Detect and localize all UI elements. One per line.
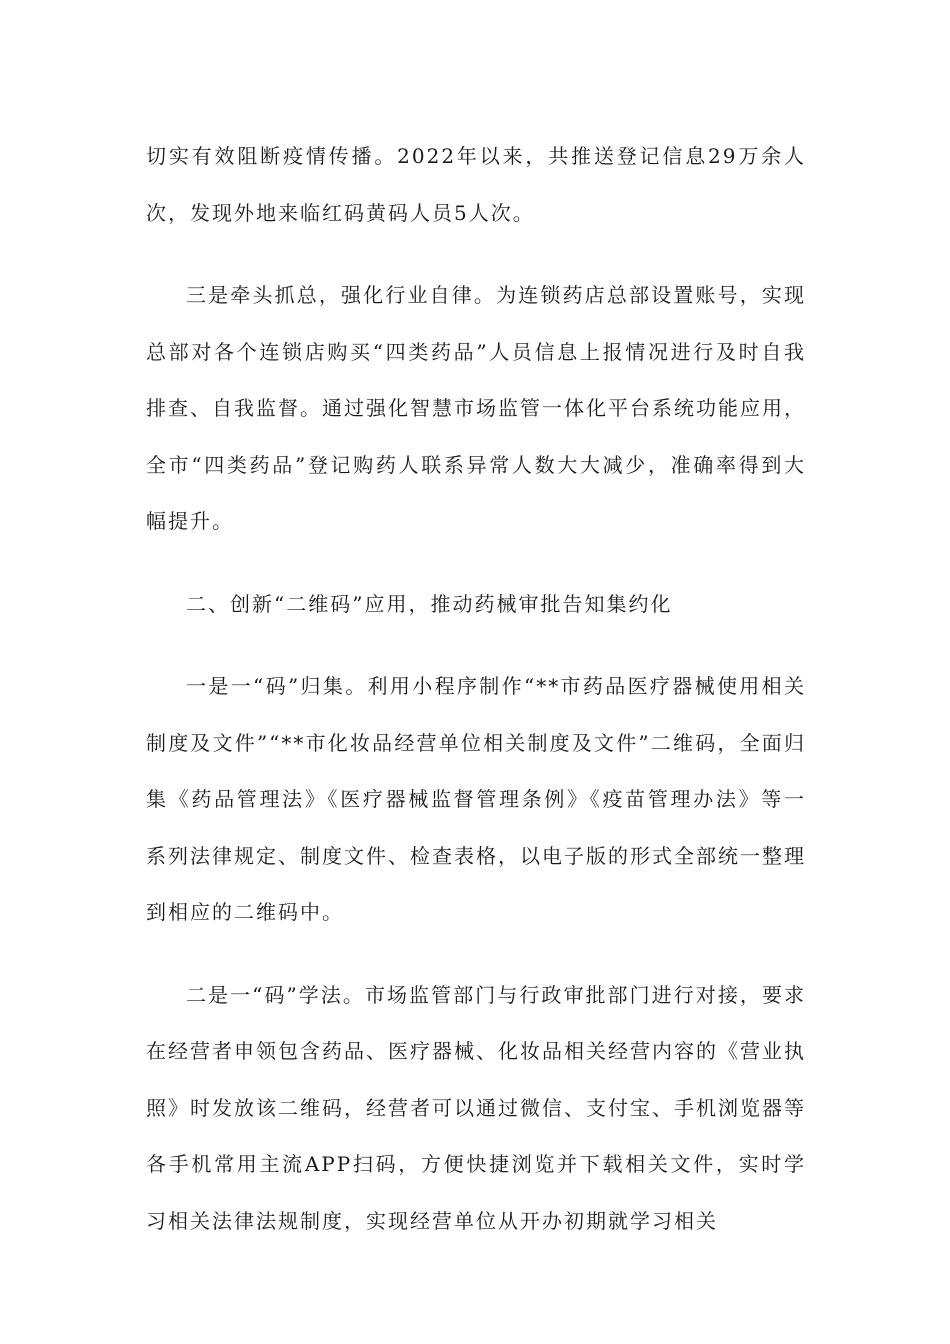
document-body xyxy=(146,128,806,1249)
paragraph-industry-self-discipline: 三是牵头抓总，强化行业自律。为连锁药店总部设置账号，实现总部对各个连锁店购买“四类药品”人员信息上报情况进行及时自我排查、自我监督。通过强化智慧市场监管一体化平台系统功能应用，全市“四类药品”登记购药人联系异常人数大大减少，准确率得到大幅提升。 xyxy=(146,283,806,533)
paragraph-qr-collection: 一是一“码”归集。利用小程序制作“**市药品医疗器械使用相关制度及文件”“**市化妆品经营单位相关制度及文件”二维码，全面归集《药品管理法》《医疗器械监督管理条例》《疫苗管理办法》等一系列法律规定、制度文件、检查表格，以电子版的形式全部统一整理到相应的二维码中。 xyxy=(146,674,806,924)
paragraph-qr-learning: 二是一“码”学法。市场监管部门与行政审批部门进行对接，要求在经营者申领包含药品、医疗器械、化妆品相关经营内容的《营业执照》时发放该二维码，经营者可以通过微信、支付宝、手机浏览器等各手机常用主流APP扫码，方便快捷浏览并下载相关文件，实时学习相关法律法规制度，实现经营单位从开办初期就学习相关 xyxy=(146,982,806,1233)
paragraph-epidemic-summary: 切实有效阻断疫情传播。2022年以来，共推送登记信息29万余人次，发现外地来临红码黄码人员5人次。 xyxy=(146,144,806,225)
section-heading-qr-code: 二、创新“二维码”应用，推动药械审批告知集约化 xyxy=(186,591,673,616)
